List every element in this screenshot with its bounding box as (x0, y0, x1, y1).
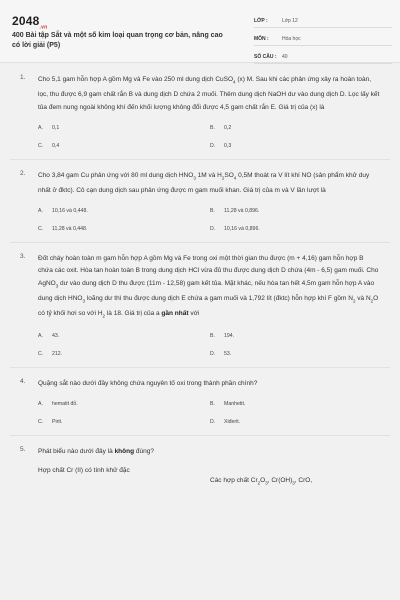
option-text: 43. (52, 333, 60, 340)
answer-option-c[interactable] (38, 220, 210, 238)
questions-list (0, 74, 400, 499)
option-text: 11,28 và 0,896. (224, 207, 260, 214)
option-letter: A. (38, 124, 43, 131)
question-5 (10, 436, 390, 499)
answer-option-d[interactable] (210, 413, 382, 431)
answer-option-a[interactable] (38, 395, 210, 413)
answer-option-a[interactable] (38, 327, 210, 345)
option-letter: A. (38, 401, 43, 408)
question-text: Phát biểu nào dưới đây là không đúng? (38, 448, 154, 456)
question-number: 5. (20, 446, 26, 454)
option-text: 10,16 và 0,448. (52, 207, 88, 214)
option-letter: D. (210, 225, 216, 232)
answer-option-c[interactable] (38, 137, 210, 155)
question-text: Đốt cháy hoàn toàn m gam hỗn hợp A gồm Mg và Fe trong oxi một thời gian thu được (m + 4,16) gam hỗn hợp B chứa các oxit. Hòa tan hoàn toàn B trong dung dịch HCl vừa đủ thu được dung dịch D chứa (4m - 6,5) gam muối. Cho AgNO$_3$ dư vào dung dịch D thu được (11m - 12,58) gam kết tủa. Mặt khác, nếu hòa tan hết 4,5m gam hỗn hợp A vào dung dịch $HNO_3$ loãng dư thì thu được dung dịch E chứa a gam muối và 1,792 lít (đktc) hỗn hợp khí F gồm $N_2$ và $N_2O$ có tỷ khối hơi so với $H_2$ là 18. Giá trị của a gần nhất với (38, 254, 379, 319)
question-number: 1. (20, 74, 26, 81)
option-text: Pirit. (52, 419, 63, 426)
option-text: 0,1 (52, 124, 60, 131)
answer-option-b[interactable] (210, 202, 382, 220)
question-2 (10, 160, 390, 243)
option-letter: B. (210, 333, 215, 340)
question-3 (10, 243, 390, 369)
answer-option-d[interactable] (210, 220, 382, 238)
question-4 (10, 368, 390, 436)
site-logo[interactable] (12, 14, 47, 30)
answer-option-d[interactable] (210, 345, 382, 363)
option-text: hematit đỏ. (52, 401, 78, 408)
option-letter: D. (210, 142, 216, 149)
answer-options (38, 202, 390, 238)
answer-option-b[interactable]: Các hợp chất $Cr_2O_3$, $Cr(OH)_3$, CrO, (210, 477, 313, 486)
option-letter: C. (38, 351, 44, 358)
answer-option-a[interactable] (38, 202, 210, 220)
option-letter: C. (38, 419, 44, 426)
option-letter: A. (38, 333, 43, 340)
option-letter: B. (210, 124, 215, 131)
option-text: Manhetit. (224, 401, 246, 408)
meta-label: MÔN : (254, 35, 269, 42)
option-letter: B. (210, 401, 215, 408)
answer-option-b[interactable] (210, 327, 382, 345)
logo-text: 2048 (12, 14, 40, 28)
option-letter: A. (38, 207, 43, 214)
answer-option-b[interactable] (210, 119, 382, 137)
answer-option-c[interactable] (38, 345, 210, 363)
worksheet-meta (254, 14, 392, 68)
answer-options (38, 119, 390, 155)
meta-value: Lớp 12 (282, 17, 298, 24)
answer-option-a[interactable] (38, 119, 210, 137)
option-letter: D. (210, 351, 216, 358)
meta-label: SỐ CÂU : (254, 53, 277, 60)
option-text: 194. (224, 333, 235, 340)
meta-label: LỚP : (254, 17, 268, 24)
question-number: 4. (20, 378, 26, 386)
meta-row (254, 32, 392, 46)
answer-options (38, 327, 390, 363)
question-1 (10, 74, 390, 160)
option-letter: C. (38, 142, 44, 149)
answer-option-c[interactable] (38, 413, 210, 431)
question-text: Cho 3,84 gam Cu phản ứng với 80 ml dung dịch $HNO_3$ 1M và $H_2SO_4$ 0,5M thoát ra V lít khí NO (sản phẩm khử duy nhất ở đktc). Cô cạn dung dịch sau phản ứng được m gam muối khan. Giá trị của m và V lần lượt là (38, 171, 370, 194)
worksheet-header (0, 0, 400, 63)
meta-row (254, 14, 392, 28)
answer-options (38, 459, 390, 499)
option-letter: D. (210, 419, 216, 426)
option-text: 0,4 (52, 142, 60, 149)
option-text: 212. (52, 351, 63, 358)
answer-option-d[interactable] (210, 137, 382, 155)
meta-row (254, 50, 392, 64)
option-text: 0,3 (224, 142, 232, 149)
option-letter: C. (38, 225, 44, 232)
answer-option-a[interactable]: Hợp chất Cr (II) có tính khử đặc (38, 467, 130, 475)
option-text: 0,2 (224, 124, 232, 131)
logo-suffix: .vn (39, 24, 48, 31)
question-number: 3. (20, 252, 26, 260)
answer-options (38, 395, 390, 431)
option-text: Xiđerit. (224, 419, 241, 426)
answer-option-b[interactable] (210, 395, 382, 413)
option-text: 53. (224, 351, 232, 358)
question-number: 2. (20, 169, 26, 177)
worksheet-title: 400 Bài tập Sắt và một số kim loại quan trọng cơ bản, nâng cao có lời giải (P5) (12, 32, 223, 49)
option-text: 11,28 và 0,448. (52, 225, 88, 232)
question-text: Quặng sắt nào dưới đây không chứa nguyên tố oxi trong thành phần chính? (38, 380, 258, 388)
option-letter: B. (210, 207, 215, 214)
option-text: 10,16 và 0,896. (224, 225, 260, 232)
meta-value: 40 (282, 53, 288, 60)
question-text: Cho 5,1 gam hỗn hợp A gồm Mg và Fe vào 250 ml dung dịch CuSO$_4$ (x) M. Sau khi các phản ứng xảy ra hoàn toàn, lọc, thu được 6,9 gam chất rắn B và dung dịch D chứa 2 muối. Thêm dung dịch NaOH dư vào dung dịch D. Lọc lấy kết tủa đem nung ngoài không khí đến khối lượng không đổi được 4,5 gam chất rắn E. Giá trị của (x) là (38, 76, 380, 111)
meta-value: Hóa học (282, 35, 301, 42)
